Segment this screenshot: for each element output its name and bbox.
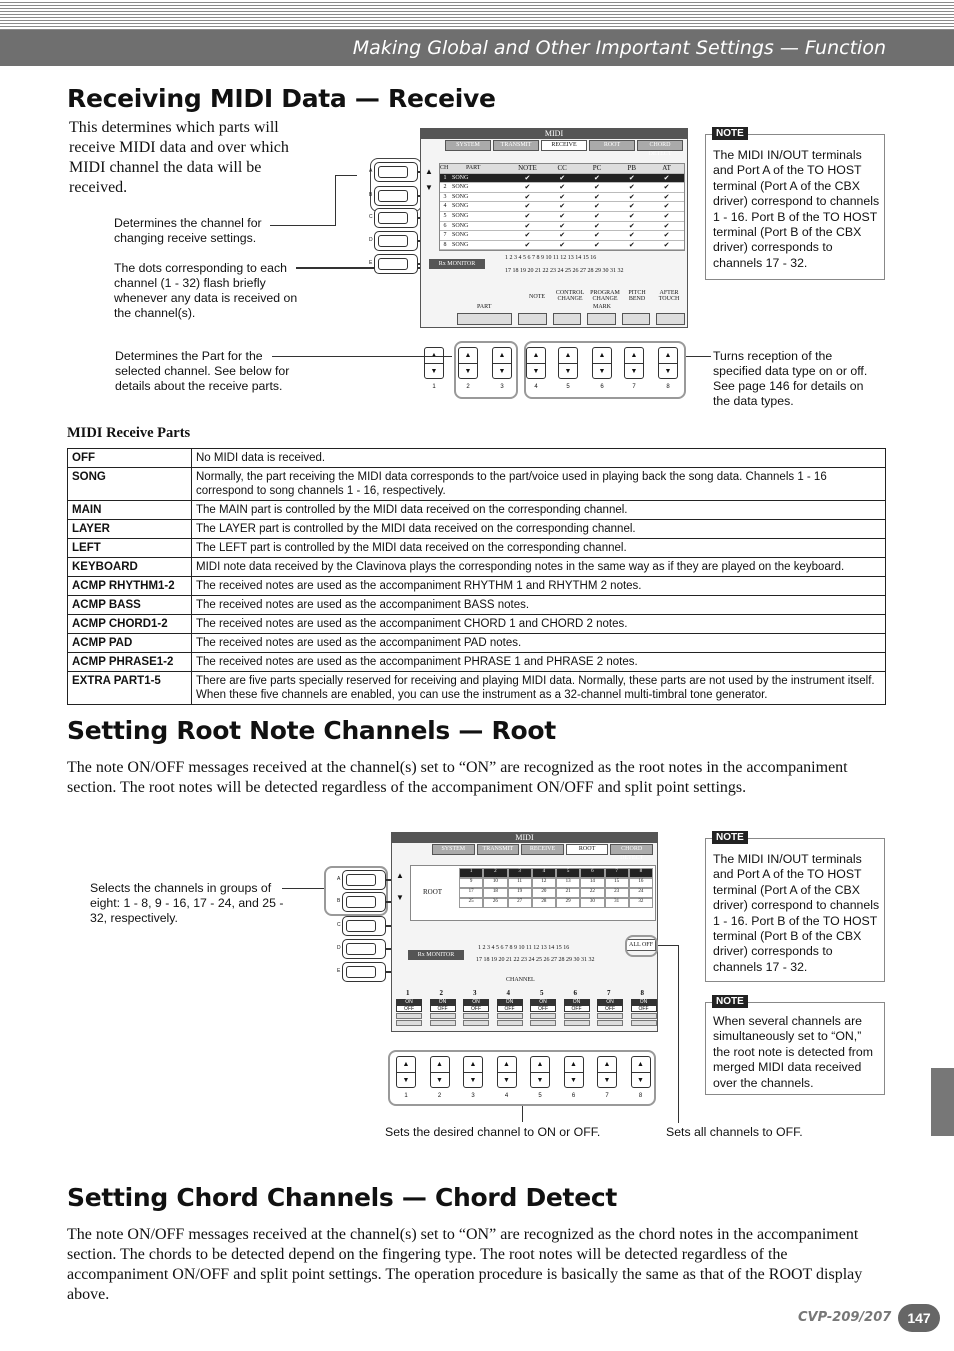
tab-root[interactable]: ROOT xyxy=(566,844,609,855)
parts-table xyxy=(67,448,886,705)
root-cell[interactable]: 14 xyxy=(580,878,604,888)
parts-row: ACMP PHRASE1-2 The received notes are used as the accompaniment PHRASE 1 and PHRASE 2 notes. xyxy=(68,653,886,672)
root-cell[interactable]: 24 xyxy=(629,888,653,898)
root-cell[interactable]: 9 xyxy=(459,878,483,888)
parts-row: LAYER The LAYER part is controlled by the MIDI data received on the corresponding channel. xyxy=(68,520,886,539)
receive-row[interactable]: 5 SONG ✔ ✔ ✔ ✔ ✔ xyxy=(440,212,684,222)
root-cell[interactable]: 28 xyxy=(532,898,556,908)
receive-screen: MIDI SYSTEM TRANSMIT RECEIVE ROOT CHORD DETECT ▲ ▼ CH PART NOTE CC PC PB AT 1 SONG ✔ ✔ ✔ ✔ ✔ 2 SONG ✔ ✔ ✔ ✔ ✔ 3 SONG ✔ ✔ ✔ ✔ ✔ 4 SONG ✔ ✔ ✔ ✔ ✔ 5 SONG ✔ ✔ ✔ ✔ ✔ 6 SONG ✔ ✔ ✔ ✔ ✔ 7 SONG ✔ ✔ ✔ ✔ ✔ 8 SONG ✔ ✔ ✔ ✔ ✔ Rx MONITOR 1 2 3 4 5 6 7 8 9 10 11 12 13 14 15 16 17 18 19 20 21 22 23 24 25 26 27 28 29 30 31 32 PART NOTE CONTROL CHANGE PROGRAM CHANGE PITCH BEND AFTER TOUCH MARK xyxy=(420,128,688,328)
root-cell[interactable]: 13 xyxy=(556,878,580,888)
receive-row[interactable]: 4 SONG ✔ ✔ ✔ ✔ ✔ xyxy=(440,202,684,212)
updown-button-8[interactable]: ▲ ▼ 8 xyxy=(658,347,678,379)
tab-system[interactable]: SYSTEM xyxy=(432,844,475,855)
root-cell[interactable]: 25 xyxy=(459,898,483,908)
root-cell[interactable]: 18 xyxy=(483,888,507,898)
root-grid-panel xyxy=(410,865,656,921)
tab-chord-detect[interactable]: CHORD DETECT xyxy=(610,844,653,855)
parts-row: KEYBOARD MIDI note data received by the Clavinova plays the corresponding notes in the same way as if they are played on the keyboard. xyxy=(68,558,886,577)
root-cell[interactable]: 19 xyxy=(508,888,532,898)
channel-number: 1 xyxy=(406,989,410,997)
updown-button-6[interactable]: ▲ ▼ 6 xyxy=(592,347,612,379)
tab-transmit[interactable]: TRANSMIT xyxy=(493,140,539,151)
root-cell[interactable]: 5 xyxy=(556,868,580,878)
note-box-receive xyxy=(705,128,885,280)
root-cell[interactable]: 26 xyxy=(483,898,507,908)
root-number-buttons xyxy=(388,1050,658,1108)
tab-transmit[interactable]: TRANSMIT xyxy=(477,844,520,855)
onoff-switch[interactable]: ON OFF xyxy=(631,999,657,1026)
chapter-tab xyxy=(931,1068,954,1136)
receive-row[interactable]: 1 SONG ✔ ✔ ✔ ✔ ✔ xyxy=(440,174,684,184)
onoff-switch[interactable]: ON OFF xyxy=(430,999,456,1026)
channel-number: 4 xyxy=(506,989,510,997)
note-tag: NOTE xyxy=(712,127,748,140)
header-stripes xyxy=(0,0,954,30)
page-number: 147 xyxy=(898,1304,940,1332)
callout-channel: Determines the channel for changing receive settings. xyxy=(114,216,262,245)
parts-row: ACMP CHORD1-2 The received notes are used as the accompaniment CHORD 1 and CHORD 2 notes. xyxy=(68,615,886,634)
screen-title: MIDI xyxy=(392,833,657,843)
root-cell[interactable]: 15 xyxy=(605,878,629,888)
root-cell[interactable]: 23 xyxy=(605,888,629,898)
rx-monitor-label: Rx MONITOR xyxy=(429,259,485,269)
model-name: CVP-209/207 xyxy=(798,1310,892,1325)
section-heading-receive: Receiving MIDI Data — Receive xyxy=(67,84,496,113)
onoff-switch[interactable]: ON OFF xyxy=(564,999,590,1026)
section-heading-chord: Setting Chord Channels — Chord Detect xyxy=(67,1183,618,1212)
updown-button-5[interactable]: ▲ ▼ 5 xyxy=(558,347,578,379)
bottom-arrows xyxy=(457,313,685,325)
receive-row[interactable]: 6 SONG ✔ ✔ ✔ ✔ ✔ xyxy=(440,222,684,232)
button-b[interactable]: B xyxy=(374,186,418,206)
root-cell[interactable]: 1 xyxy=(459,868,483,878)
section-heading-root: Setting Root Note Channels — Root xyxy=(67,716,556,745)
note-text: The MIDI IN/OUT terminals and Port A of the TO HOST terminal (Port A of the CBX driver) correspond to channels 1 - 16. Port B of the TO HOST terminal (Port B of the CBX driver) corresponds to channels 17 - 32. xyxy=(713,148,880,270)
onoff-switch[interactable]: ON OFF xyxy=(396,999,422,1026)
updown-button-4[interactable]: ▲ ▼ 4 xyxy=(497,1056,517,1088)
root-cell[interactable]: 8 xyxy=(629,868,653,878)
callout-dots: The dots corresponding to each channel (1 - 32) flash briefly whenever any data is received on the channel(s). xyxy=(114,261,298,320)
root-cell[interactable]: 17 xyxy=(459,888,483,898)
root-cell[interactable]: 6 xyxy=(580,868,604,878)
note-box-root-2: NOTE When several channels are simultaneously set to “ON,” the root note is detected from merged MIDI data received over the channels. xyxy=(705,1002,885,1095)
root-cell[interactable]: 31 xyxy=(605,898,629,908)
receive-row[interactable]: 8 SONG ✔ ✔ ✔ ✔ ✔ xyxy=(440,241,684,251)
updown-button-8[interactable]: ▲ ▼ 8 xyxy=(631,1056,651,1088)
root-cell[interactable]: 27 xyxy=(508,898,532,908)
root-cell[interactable]: 20 xyxy=(532,888,556,898)
scroll-down-icon[interactable]: ▼ xyxy=(425,183,433,192)
callout-groups: Selects the channels in groups of eight: 1 - 8, 9 - 16, 17 - 24, and 25 - 32, respectively. xyxy=(90,881,284,925)
callout-part: Determines the Part for the selected channel. See below for details about the receive parts. xyxy=(115,349,290,393)
root-intro: The note ON/OFF messages received at the channel(s) set to “ON” are recognized as the root notes in the accompaniment section. The root notes will be detected regardless of the accompaniment ON/OFF and split point settings. xyxy=(67,759,848,796)
parts-row: LEFT The LEFT part is controlled by the MIDI data received on the corresponding channel. xyxy=(68,539,886,558)
updown-button-4[interactable]: ▲ ▼ 4 xyxy=(526,347,546,379)
updown-button-1[interactable]: ▲ ▼ 1 xyxy=(396,1056,416,1088)
label-part: PART xyxy=(477,304,492,310)
root-cell[interactable]: 11 xyxy=(508,878,532,888)
channel-number: 6 xyxy=(573,989,577,997)
channel-number: 8 xyxy=(640,989,644,997)
root-cell[interactable]: 16 xyxy=(629,878,653,888)
receive-row[interactable]: 2 SONG ✔ ✔ ✔ ✔ ✔ xyxy=(440,183,684,193)
channel-label: CHANNEL xyxy=(506,977,535,983)
root-cell[interactable]: 32 xyxy=(629,898,653,908)
channel-number: 2 xyxy=(439,989,443,997)
button-a[interactable]: A xyxy=(374,162,418,182)
note-box-root-1: NOTE The MIDI IN/OUT terminals and Port A of the TO HOST terminal (Port A of the CBX driver) correspond to channels 1 - 16. Port B of the TO HOST terminal (Port B of the CBX driver) corresponds to channels 17 - 32. xyxy=(705,838,885,982)
root-cell[interactable]: 10 xyxy=(483,878,507,888)
updown-button-5[interactable]: ▲ ▼ 5 xyxy=(530,1056,550,1088)
onoff-switch[interactable]: ON OFF xyxy=(497,999,523,1026)
button-d[interactable]: D xyxy=(374,231,418,251)
scroll-up-icon[interactable]: ▲ xyxy=(396,871,404,880)
receive-row[interactable]: 3 SONG ✔ ✔ ✔ ✔ ✔ xyxy=(440,193,684,203)
monitor-row-1: 1 2 3 4 5 6 7 8 9 10 11 12 13 14 15 16 xyxy=(505,255,597,261)
parts-row: EXTRA PART1-5 There are five parts specially reserved for receiving and playing MIDI data. Normally, these parts are not used by the instrument itself. When these five channels are enabled, you can use the instrument as a 32-channel multi-timbral tone generator. xyxy=(68,672,886,705)
tab-system[interactable]: SYSTEM xyxy=(445,140,491,151)
scroll-up-icon[interactable]: ▲ xyxy=(425,167,433,176)
tab-root[interactable]: ROOT xyxy=(589,140,635,151)
callout-reception: Turns reception of the specified data type on or off. See page 146 for details on the data types. xyxy=(713,349,868,408)
root-cell[interactable]: 12 xyxy=(532,878,556,888)
mark-label: MARK xyxy=(593,304,612,310)
root-cell[interactable]: 22 xyxy=(580,888,604,898)
parts-row: OFF No MIDI data is received. xyxy=(68,449,886,468)
callout-alloff: Sets all channels to OFF. xyxy=(666,1125,803,1139)
root-cell[interactable]: 29 xyxy=(556,898,580,908)
root-cell[interactable]: 3 xyxy=(508,868,532,878)
channel-number: 5 xyxy=(540,989,544,997)
receive-number-buttons xyxy=(420,345,690,405)
root-cell[interactable]: 2 xyxy=(483,868,507,878)
parts-heading: MIDI Receive Parts xyxy=(67,425,191,441)
button-c[interactable]: C xyxy=(374,208,418,228)
tab-chord-detect[interactable]: CHORD DETECT xyxy=(637,140,683,151)
parts-row: ACMP PAD The received notes are used as the accompaniment PAD notes. xyxy=(68,634,886,653)
side-buttons-receive xyxy=(360,158,420,278)
scroll-down-icon[interactable]: ▼ xyxy=(396,893,404,902)
onoff-switch[interactable]: ON OFF xyxy=(463,999,489,1026)
updown-button-1[interactable]: ▼ 1 xyxy=(424,347,444,379)
screen-title: MIDI xyxy=(421,129,687,139)
receive-intro: This determines which parts will receive MIDI data and over which MIDI channel the data will be received. xyxy=(69,119,289,196)
monitor-row-2: 17 18 19 20 21 22 23 24 25 26 27 28 29 30 31 32 xyxy=(505,268,624,274)
receive-row[interactable]: 7 SONG ✔ ✔ ✔ ✔ ✔ xyxy=(440,231,684,241)
all-off-button[interactable]: ALL OFF xyxy=(626,939,656,951)
root-label: ROOT xyxy=(423,888,443,896)
onoff-switch[interactable]: ON OFF xyxy=(530,999,556,1026)
tab-receive[interactable]: RECEIVE xyxy=(521,844,564,855)
root-screen: MIDI SYSTEM TRANSMIT RECEIVE ROOT CHORD DETECT ▲ ▼ ROOT 1 2 3 4 5 6 7 8 9 10 11 12 13 14 15 16 17 18 19 20 21 22 23 24 25 26 27 28 29 30 31 32 ALL OFF Rx MONITOR 1 2 3 4 5 6 7 8 9 10 11 12 13 14 15 16 17 18 19 20 21 22 23 24 25 26 27 28 29 30 31 32 CHANNEL 1 ON OFF 2 ON OFF 3 ON OFF 4 ON OFF 5 ON OFF 6 ON OFF 7 ON OFF 8 ON OFF xyxy=(391,832,658,1032)
updown-button-6[interactable]: ▲ ▼ 6 xyxy=(564,1056,584,1088)
channel-number: 3 xyxy=(473,989,477,997)
channel-number: 7 xyxy=(607,989,611,997)
root-cell[interactable]: 7 xyxy=(605,868,629,878)
callout-onoff: Sets the desired channel to ON or OFF. xyxy=(385,1125,601,1139)
onoff-switch[interactable]: ON OFF xyxy=(597,999,623,1026)
parts-row: SONG Normally, the part receiving the MIDI data corresponds to the part/voice used in playing back the song data. Channels 1 - 16 correspond to song channels 1 - 16, respectively. xyxy=(68,468,886,501)
updown-button-7[interactable]: ▲ ▼ 7 xyxy=(624,347,644,379)
parts-row: MAIN The MAIN part is controlled by the MIDI data received on the corresponding channel. xyxy=(68,501,886,520)
side-buttons-root: A B C D E xyxy=(324,866,388,986)
receive-grid: CH PART NOTE CC PC PB AT 1 SONG ✔ ✔ ✔ ✔ ✔ 2 SONG ✔ ✔ ✔ ✔ ✔ 3 SONG ✔ ✔ ✔ ✔ ✔ 4 SONG ✔ ✔ ✔ ✔ ✔ 5 SONG ✔ ✔ ✔ ✔ ✔ 6 SONG ✔ ✔ ✔ ✔ ✔ 7 SONG ✔ ✔ ✔ ✔ ✔ 8 SONG ✔ ✔ ✔ ✔ ✔ xyxy=(439,163,685,251)
root-cell[interactable]: 21 xyxy=(556,888,580,898)
updown-button-3[interactable]: ▲ ▼ 3 xyxy=(492,347,512,379)
updown-button-7[interactable]: ▲ ▼ 7 xyxy=(597,1056,617,1088)
parts-row: ACMP BASS The received notes are used as the accompaniment BASS notes. xyxy=(68,596,886,615)
root-cell[interactable]: 4 xyxy=(532,868,556,878)
updown-button-2[interactable]: ▲ ▼ 2 xyxy=(458,347,478,379)
chord-intro: The note ON/OFF messages received at the channel(s) set to “ON” are recognized as the chord notes in the accompaniment section. The chords to be detected depend on the fingering type. The root notes will be detected regardless of the accompaniment ON/OFF and split point settings. The operation procedure is basically the same as that of the ROOT display above. xyxy=(67,1226,863,1303)
root-cell[interactable]: 30 xyxy=(580,898,604,908)
parts-row: ACMP RHYTHM1-2 The received notes are used as the accompaniment RHYTHM 1 and RHYTHM 2 notes. xyxy=(68,577,886,596)
updown-button-2[interactable]: ▲ ▼ 2 xyxy=(430,1056,450,1088)
rx-monitor-label: Rx MONITOR xyxy=(408,950,464,960)
button-e[interactable]: E xyxy=(374,254,418,274)
updown-button-3[interactable]: ▲ ▼ 3 xyxy=(463,1056,483,1088)
tab-receive[interactable]: RECEIVE xyxy=(541,140,587,151)
header-title: Making Global and Other Important Settings — Function xyxy=(352,37,886,59)
